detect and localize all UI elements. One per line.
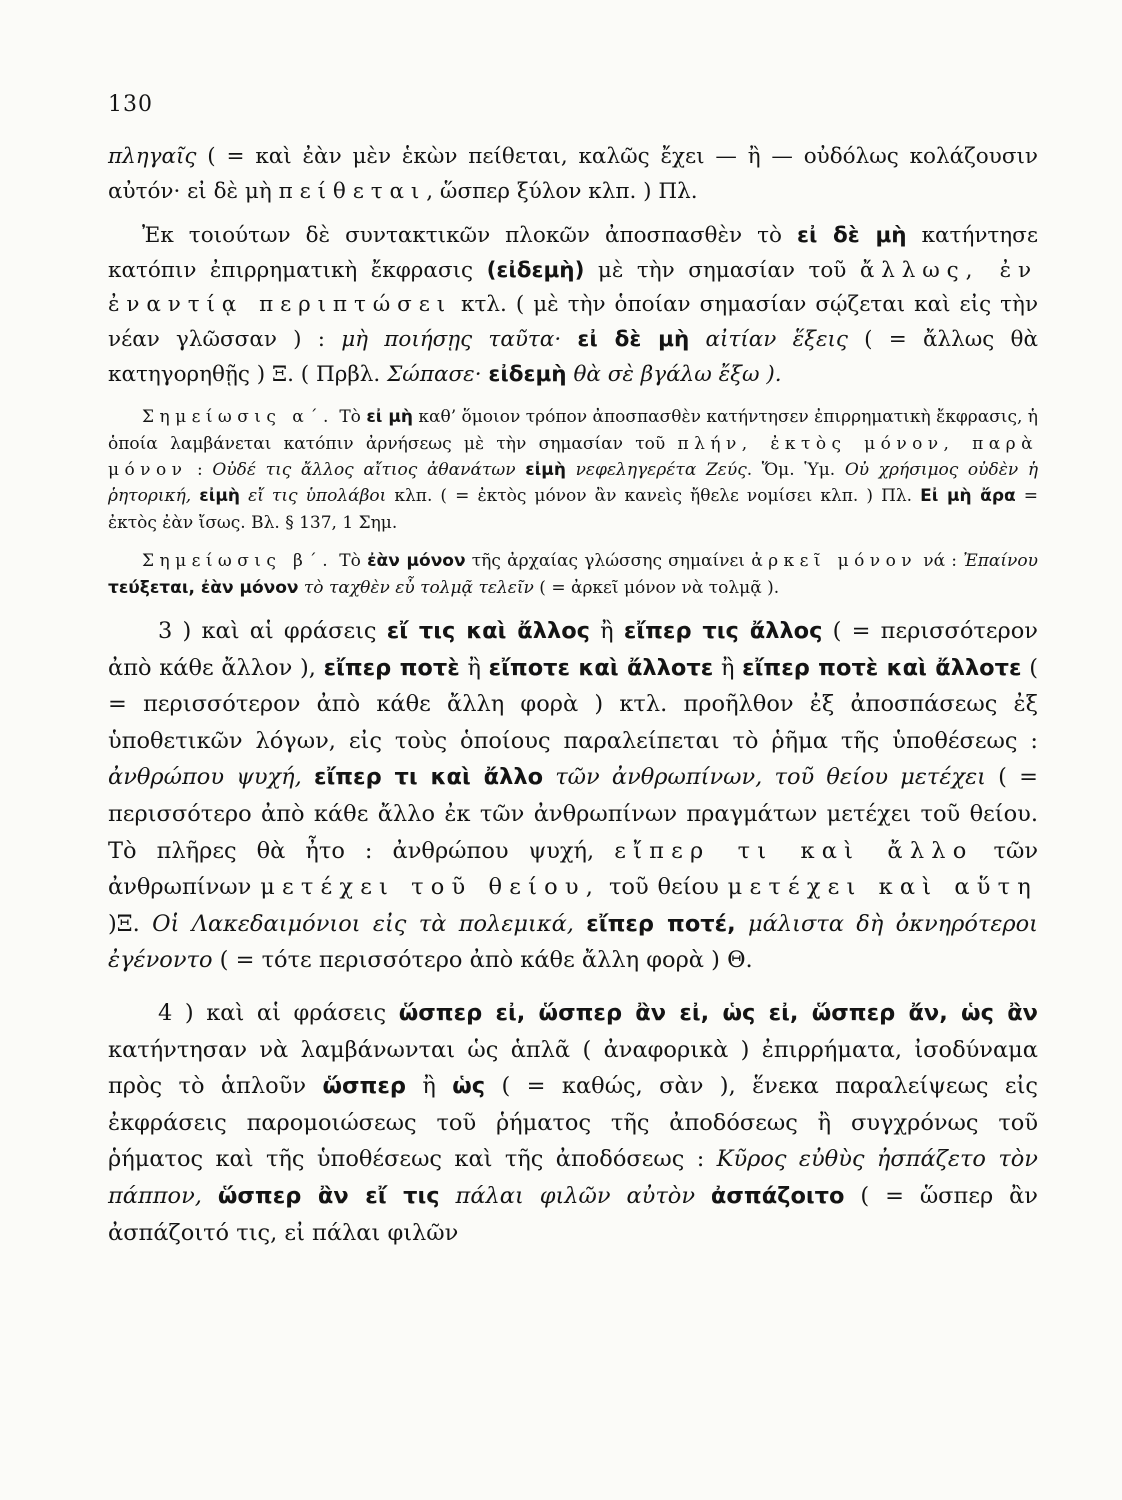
italic-example: αἰτίαν ἕξεις bbox=[705, 326, 848, 352]
italic-example: πάλαι φιλῶν αὐτὸν bbox=[455, 1182, 696, 1209]
paragraph-continuation bbox=[108, 140, 1038, 209]
bold-term: τεύξεται, ἐὰν μόνον bbox=[108, 577, 299, 598]
text-run bbox=[240, 486, 248, 506]
text-run: ( = καθώς, σὰν ), ἕνεκα παραλείψεως εἰς ἐκφράσεις παρομοιώσεως τοῦ ῥήματος τῆς ἀποδόσεως ἢ συγχρόνως τοῦ ῥήματος καὶ τῆς ὑποθέσεως καὶ τῆς ἀποδόσεως : bbox=[108, 1073, 1038, 1173]
text-run bbox=[561, 327, 577, 352]
spaced-emphasis: πλήν, ἐκτὸς μόνον, παρὰ μόνον bbox=[108, 433, 1039, 480]
note-beta bbox=[108, 548, 1038, 601]
bold-term: εἴπερ τι καὶ ἄλλο bbox=[313, 764, 544, 791]
text-run: κατήντησαν νὰ λαμβάνωνται ὡς ἁπλᾶ ( ἀναφορικὰ ) ἐπιρρήματα, ἰσοδύναμα πρὸς τὸ ἁπλοῦν bbox=[108, 1036, 1038, 1100]
bold-term: εἴπερ ποτέ, bbox=[586, 910, 736, 937]
page-body bbox=[108, 140, 1038, 1251]
spaced-emphasis: ἄλλως, ἐν ἐναντίᾳ περιπτώσει bbox=[108, 257, 1039, 318]
bold-term: ἀσπάζοιτο bbox=[710, 1182, 845, 1209]
italic-example: Σώπασε· bbox=[387, 361, 482, 387]
italic-example: Ἐπαίνου bbox=[963, 551, 1038, 572]
spaced-emphasis: πείθεται bbox=[278, 178, 427, 204]
text-run: 3 ) καὶ αἱ φράσεις bbox=[158, 618, 387, 644]
text-run: τοῦ θείου bbox=[600, 874, 728, 901]
italic-example: τὸ ταχθὲν εὖ τολμᾷ τελεῖν bbox=[303, 577, 534, 598]
bold-term: ἐὰν μόνον bbox=[367, 551, 466, 572]
bold-term: εἴπερ ποτὲ καὶ ἄλλοτε bbox=[742, 654, 1022, 681]
bold-term: εἰδεμὴ bbox=[488, 361, 567, 387]
text-run: ( = περισσότερον ἀπὸ κάθε ἄλλον ), bbox=[108, 618, 1038, 681]
text-run: ( = καὶ ἐὰν μὲν ἑκὼν πείθεται, καλῶς ἔχει — ἢ — οὐδόλως κολάζουσιν αὐτόν· εἰ δὲ μὴ bbox=[108, 144, 1038, 204]
text-run: )Ξ. bbox=[108, 910, 153, 937]
text-run: . Ὅμ. Ὑμ. bbox=[746, 459, 845, 480]
text-run bbox=[689, 327, 705, 352]
text-run: ( = περισσότερον ἀπὸ κάθε ἄλλη φορὰ ) κτλ. προῆλθον ἐξ ἀποσπάσεως ἐξ ὑποθετικῶν λόγων, εἰς τοὺς ὁποίους παραλείπεται τὸ ῥῆμα τῆς ὑποθέσεως : bbox=[108, 654, 1038, 754]
bold-term: εἴ τις καὶ ἄλλος bbox=[386, 618, 590, 644]
spaced-emphasis: μετέχει τοῦ θείου, bbox=[260, 874, 601, 901]
spaced-emphasis: εἴπερ τι καὶ ἄλλο bbox=[614, 837, 974, 864]
spaced-emphasis: Σημείωσις β΄. bbox=[142, 551, 334, 572]
italic-example: τῶν ἀνθρωπίνων, τοῦ θείου μετέχει bbox=[555, 764, 986, 791]
text-run: μὲ τὴν σημασίαν τοῦ bbox=[584, 257, 860, 283]
text-run: ( = ἄλλως θὰ κατηγορηθῇς ) Ξ. ( Πρβλ. bbox=[108, 326, 1038, 387]
bold-term: εἰμὴ bbox=[199, 486, 240, 507]
bold-term: εἴπερ ποτὲ bbox=[323, 654, 460, 681]
note-alpha bbox=[108, 404, 1038, 536]
page-number: 130 bbox=[108, 92, 153, 117]
italic-example: Κῦρος εὐθὺς ἠσπάζετο τὸν πάππον, bbox=[108, 1146, 1038, 1209]
italic-example: θὰ σὲ βγάλω ἔξω ). bbox=[573, 361, 782, 387]
italic-example: μὴ ποιήσῃς ταῦτα· bbox=[341, 326, 562, 352]
text-run bbox=[574, 911, 586, 937]
text-run: Τὸ bbox=[333, 407, 367, 428]
text-run: ( = ἀρκεῖ μόνον νὰ τολμᾷ ). bbox=[533, 577, 780, 598]
text-run bbox=[695, 1183, 711, 1209]
italic-example: ἀνθρώπου ψυχή, bbox=[108, 764, 302, 791]
bold-term: (εἰδεμὴ) bbox=[486, 257, 585, 283]
spaced-emphasis: ἀρκεῖ μόνον bbox=[751, 551, 918, 572]
text-run bbox=[516, 460, 526, 480]
text-run bbox=[302, 764, 314, 790]
bold-term: εἰ δὲ μὴ bbox=[797, 223, 907, 249]
text-run: 4 ) καὶ αἱ φράσεις bbox=[158, 999, 399, 1026]
bold-term: Εἰ μὴ ἄρα bbox=[920, 486, 1016, 507]
text-run: ἢ bbox=[713, 654, 743, 681]
text-run: : bbox=[187, 459, 213, 480]
bold-term: ὡς bbox=[452, 1073, 486, 1100]
bold-term: ὥσπερ bbox=[322, 1073, 406, 1100]
italic-example: νεφεληγερέτα Ζεύς bbox=[575, 459, 747, 480]
text-run: Τὸ bbox=[333, 551, 368, 572]
text-run: Ἐκ τοιούτων δὲ συντακτικῶν πλοκῶν ἀποσπασθὲν τὸ bbox=[142, 223, 797, 249]
text-run: ἢ bbox=[590, 618, 624, 644]
bold-term: ὥσπερ ἂν εἴ τις bbox=[217, 1182, 440, 1209]
bold-term: εἰμὴ bbox=[525, 459, 566, 480]
text-run: κλπ. ( = ἐκτὸς μόνον ἂν κανεὶς ἤθελε νομίσει κλπ. ) Πλ. bbox=[386, 486, 921, 507]
text-run: καθ’ ὅμοιον τρόπον ἀποσπασθὲν κατήντησεν ἐπιρρηματικὴ ἔκφρασις, ἡ ὁποία λαμβάνεται κατόπιν ἀρνήσεως μὲ τὴν σημασίαν τοῦ bbox=[108, 407, 1038, 454]
bold-term: εἴπερ τις ἄλλος bbox=[623, 618, 823, 644]
text-run: , ὥσπερ ξύλον κλπ. ) Πλ. bbox=[426, 178, 698, 204]
text-run bbox=[736, 911, 748, 937]
item-3 bbox=[108, 613, 1038, 979]
bold-term: εἰ δὲ μὴ bbox=[577, 326, 690, 352]
text-run bbox=[202, 1183, 218, 1209]
spaced-emphasis: Σημείωσις α΄. bbox=[142, 407, 334, 428]
text-run: τῶν ἀνθρωπίνων bbox=[108, 837, 1039, 901]
text-run: = ἐκτὸς ἐὰν ἴσως. Βλ. § 137, 1 Σημ. bbox=[108, 486, 1039, 533]
bold-term: εἴποτε καὶ ἄλλοτε bbox=[488, 654, 714, 681]
text-run: κτλ. ( μὲ τὴν ὁποίαν σημασίαν σῴζεται καὶ εἰς τὴν νέαν γλῶσσαν ) : bbox=[108, 292, 1039, 352]
paragraph-eidemi bbox=[108, 219, 1038, 392]
text-run: ἢ bbox=[405, 1073, 453, 1100]
text-run: νά : bbox=[917, 551, 964, 572]
item-4 bbox=[108, 995, 1038, 1251]
text-run bbox=[440, 1183, 456, 1209]
bold-term: εἰ μὴ bbox=[366, 407, 413, 428]
text-run bbox=[566, 460, 576, 480]
spaced-emphasis: μετέχει καὶ αὕτη bbox=[727, 874, 1038, 901]
text-run: ( = τότε περισσότερο ἀπὸ κάθε ἄλλη φορὰ ) Θ. bbox=[212, 947, 753, 974]
text-run: ( = ὥσπερ ἂν ἀσπάζοιτό τις, εἰ πάλαι φιλῶν bbox=[108, 1182, 1038, 1246]
text-run: τῆς ἀρχαίας γλώσσης σημαίνει bbox=[465, 551, 752, 572]
italic-example: Οὐδέ τις ἄλλος αἴτιος ἀθανάτων bbox=[212, 459, 516, 480]
text-run: κατήντησε κατόπιν ἐπιρρηματικὴ ἔκφρασις bbox=[108, 223, 1038, 283]
text-run: ( = περισσότερο ἀπὸ κάθε ἄλλο ἐκ τῶν ἀνθρωπίνων πραγμάτων μετέχει τοῦ θείου. Τὸ πλῆρες θὰ ἦτο : ἀνθρώπου ψυχή, bbox=[108, 764, 1038, 864]
italic-example: Οὐ χρήσιμος οὐδὲν ἡ ῥητορική, bbox=[108, 459, 1039, 507]
italic-example: Οἱ Λακεδαιμόνιοι εἰς τὰ πολεμικά, bbox=[152, 910, 574, 937]
text-run bbox=[543, 764, 555, 790]
bold-term: ὥσπερ εἰ, ὥσπερ ἂν εἰ, ὡς εἰ, ὥσπερ ἄν, ὡς ἂν bbox=[398, 999, 1038, 1026]
italic-example: εἴ τις ὑπολάβοι bbox=[248, 486, 387, 507]
italic-example: μάλιστα δὴ ὀκνηρότεροι ἐγένοντο bbox=[108, 910, 1038, 974]
text-run: ἢ bbox=[459, 654, 489, 681]
italic-example: πληγαῖς bbox=[108, 144, 197, 169]
